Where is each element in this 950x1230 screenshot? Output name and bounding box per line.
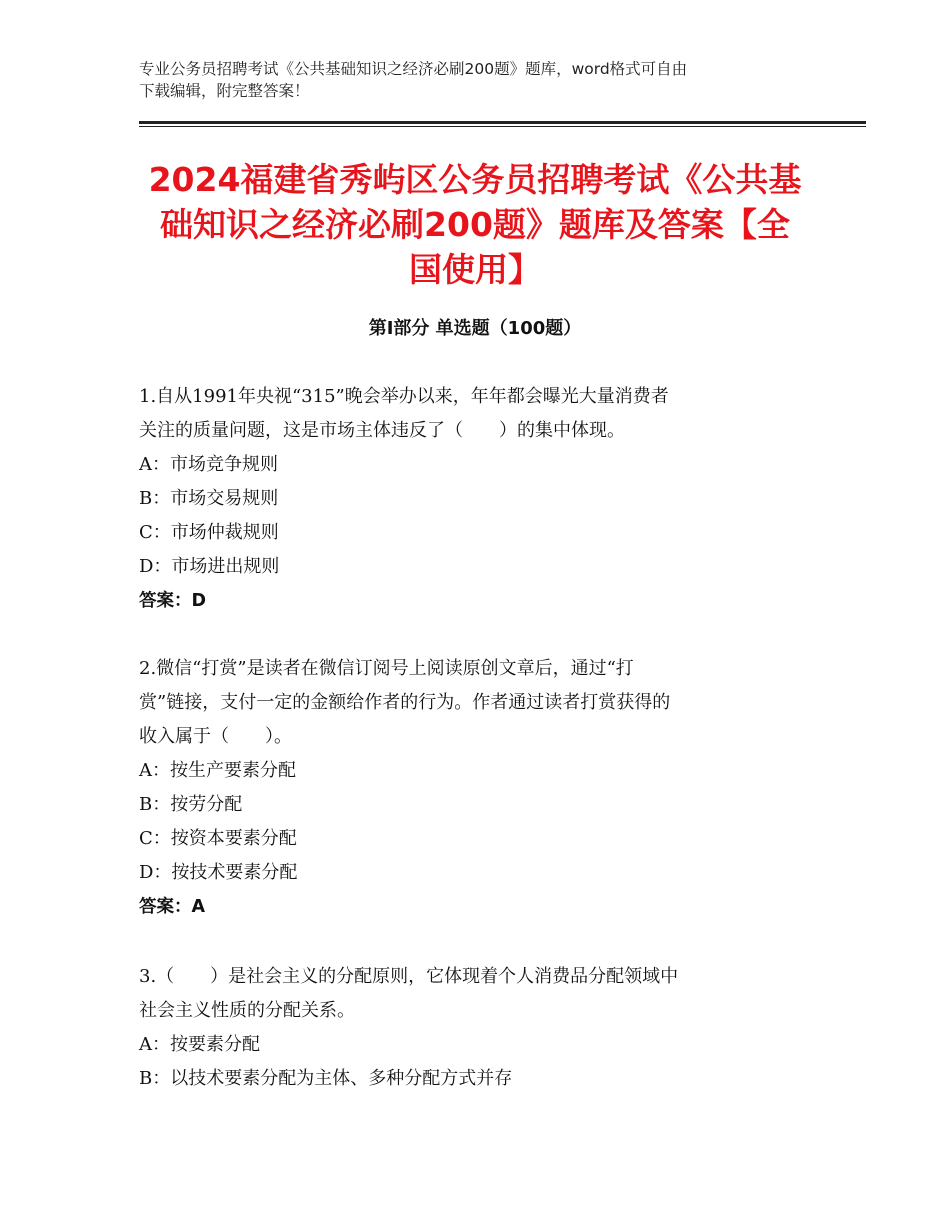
option-d: D：按技术要素分配 bbox=[139, 862, 298, 883]
question-stem-line: 社会主义性质的分配关系。 bbox=[139, 1000, 355, 1021]
title-line-3: 国使用】 bbox=[409, 250, 541, 289]
document-title bbox=[120, 157, 830, 292]
option-a: A：市场竞争规则 bbox=[139, 454, 278, 475]
title-line-2: 础知识之经济必刷200题》题库及答案【全 bbox=[160, 205, 790, 244]
answer: 答案：D bbox=[139, 591, 207, 611]
header-text-line-1: 专业公务员招聘考试《公共基础知识之经济必刷200题》题库，word格式可自由 bbox=[139, 60, 688, 78]
question-3 bbox=[139, 960, 819, 1096]
answer: 答案：A bbox=[139, 897, 206, 917]
question-stem-line: 收入属于（ ）。 bbox=[139, 726, 292, 747]
question-stem-line: 赏”链接，支付一定的金额给作者的行为。作者通过读者打赏获得的 bbox=[139, 692, 671, 713]
option-d: D：市场进出规则 bbox=[139, 556, 280, 577]
question-stem-line: 3.（ ）是社会主义的分配原则，它体现着个人消费品分配领域中 bbox=[139, 966, 679, 987]
option-c: C：市场仲裁规则 bbox=[139, 522, 279, 543]
question-1 bbox=[139, 380, 819, 618]
question-2 bbox=[139, 652, 819, 924]
question-stem-line: 关注的质量问题，这是市场主体违反了（ ）的集中体现。 bbox=[139, 420, 625, 441]
page-header bbox=[139, 58, 819, 102]
header-divider-thick bbox=[139, 121, 866, 124]
option-a: A：按生产要素分配 bbox=[139, 760, 296, 781]
option-a: A：按要素分配 bbox=[139, 1034, 260, 1055]
question-stem-line: 2.微信“打赏”是读者在微信订阅号上阅读原创文章后，通过“打 bbox=[139, 658, 634, 679]
option-c: C：按资本要素分配 bbox=[139, 828, 297, 849]
option-b: B：以技术要素分配为主体、多种分配方式并存 bbox=[139, 1068, 513, 1089]
header-text-line-2: 下载编辑，附完整答案！ bbox=[139, 82, 310, 100]
title-line-1: 2024福建省秀屿区公务员招聘考试《公共基 bbox=[148, 160, 802, 199]
header-divider-thin bbox=[139, 126, 866, 127]
option-b: B：按劳分配 bbox=[139, 794, 243, 815]
question-stem-line: 1.自从1991年央视“315”晚会举办以来，年年都会曝光大量消费者 bbox=[139, 386, 669, 407]
section-heading: 第Ⅰ部分 单选题（100题） bbox=[368, 318, 582, 339]
option-b: B：市场交易规则 bbox=[139, 488, 279, 509]
